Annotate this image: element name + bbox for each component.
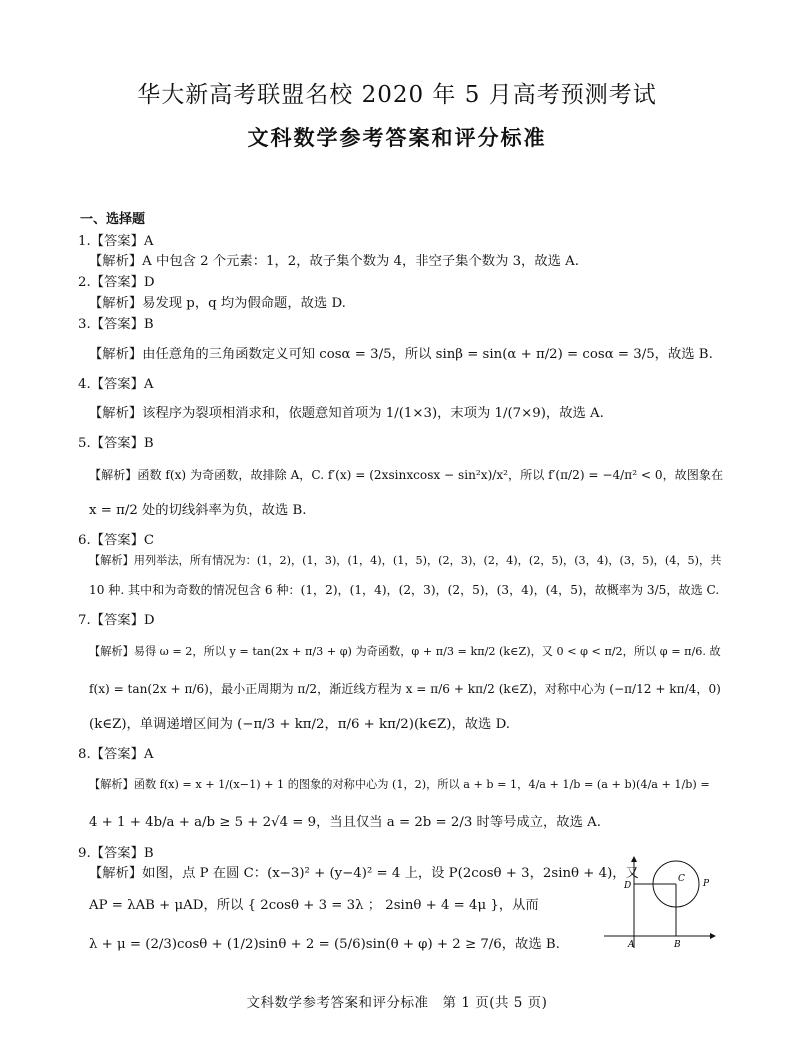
solution-line: 【解析】A 中包含 2 个元素：1，2，故子集个数为 4，非空子集个数为 3，故选 A. (89, 254, 579, 269)
solution-line: 【解析】如图，点 P 在圆 C：(x−3)² + (y−4)² = 4 上，设 P(2cosθ + 3，2sinθ + 4)，又 (89, 866, 639, 881)
solution-line: 【解析】用列举法，所有情况为：(1，2)，(1，3)，(1，4)，(1，5)，(2，3)，(2，4)，(2，5)，(3，4)，(3，5)，(4，5)，共 (89, 554, 722, 567)
solution-line: 【解析】由任意角的三角函数定义可知 cosα = 3/5，所以 sinβ = sin(α + π/2) = cosα = 3/5，故选 B. (89, 347, 713, 362)
solution-line: AP = λAB + μAD，所以 { 2cosθ + 3 = 3λ ； 2sinθ + 4 = 4μ }，从而 (89, 898, 539, 913)
label-d: D (624, 881, 632, 891)
answer-line: 2.【答案】D (78, 275, 155, 290)
answer-line: 5.【答案】B (78, 436, 154, 451)
page-footer: 文科数学参考答案和评分标准 第 1 页(共 5 页) (246, 995, 548, 1011)
label-b: B (674, 940, 681, 950)
answer-key-subtitle: 文科数学参考答案和评分标准 (247, 125, 547, 150)
answer-line: 1.【答案】A (78, 234, 154, 249)
solution-line: f(x) = tan(2x + π/6)，最小正周期为 π/2，渐近线方程为 x = π/6 + kπ/2 (k∈Z)，对称中心为 (−π/12 + kπ/4，0) (89, 682, 721, 696)
answer-line: 9.【答案】B (78, 846, 154, 861)
answer-line: 4.【答案】A (78, 377, 154, 392)
answer-line: 3.【答案】B (78, 317, 154, 332)
answer-line: 6.【答案】C (78, 533, 155, 548)
solution-line: 【解析】函数 f(x) = x + 1/(x−1) + 1 的图象的对称中心为 (1，2)，所以 a + b = 1，4/a + 1/b = (a + b)(4/a + 1/b) = (89, 778, 710, 791)
solution-line: 10 种. 其中和为奇数的情况包含 6 种：(1，2)，(1，4)，(2，3)，(2，5)，(3，4)，(4，5)，故概率为 3/5，故选 C. (89, 583, 720, 597)
label-c: C (678, 874, 685, 884)
label-p: P (703, 879, 710, 889)
section-heading: 一、选择题 (80, 212, 146, 227)
answer-line: 7.【答案】D (78, 613, 155, 628)
exam-title: 华大新高考联盟名校 2020 年 5 月高考预测考试 (137, 82, 657, 108)
solution-line: 4 + 1 + 4b/a + a/b ≥ 5 + 2√4 = 9，当且仅当 a = 2b = 2/3 时等号成立，故选 A. (89, 815, 601, 830)
geometry-figure (598, 856, 718, 952)
solution-line: 【解析】易得 ω = 2，所以 y = tan(2x + π/3 + φ) 为奇函数，φ + π/3 = kπ/2 (k∈Z)，又 0 < φ < π/2，所以 φ = π/6. 故 (89, 645, 721, 658)
solution-line: x = π/2 处的切线斜率为负，故选 B. (89, 503, 307, 518)
solution-line: λ + μ = (2/3)cosθ + (1/2)sinθ + 2 = (5/6)sin(θ + φ) + 2 ≥ 7/6，故选 B. (89, 937, 560, 952)
solution-line: 【解析】该程序为裂项相消求和，依题意知首项为 1/(1×3)，末项为 1/(7×9)，故选 A. (89, 406, 604, 421)
solution-line: (k∈Z)，单调递增区间为 (−π/3 + kπ/2，π/6 + kπ/2)(k∈Z)，故选 D. (89, 717, 510, 732)
x-axis-arrow-icon (710, 933, 716, 939)
label-a: A (628, 940, 635, 950)
answer-line: 8.【答案】A (78, 747, 154, 762)
y-axis-arrow-icon (631, 856, 637, 862)
solution-line: 【解析】函数 f(x) 为奇函数，故排除 A，C. f′(x) = (2xsinxcosx − sin²x)/x²，所以 f′(π/2) = −4/π² < 0，故图象在 (89, 468, 724, 482)
solution-line: 【解析】易发现 p，q 均为假命题，故选 D. (89, 296, 346, 311)
